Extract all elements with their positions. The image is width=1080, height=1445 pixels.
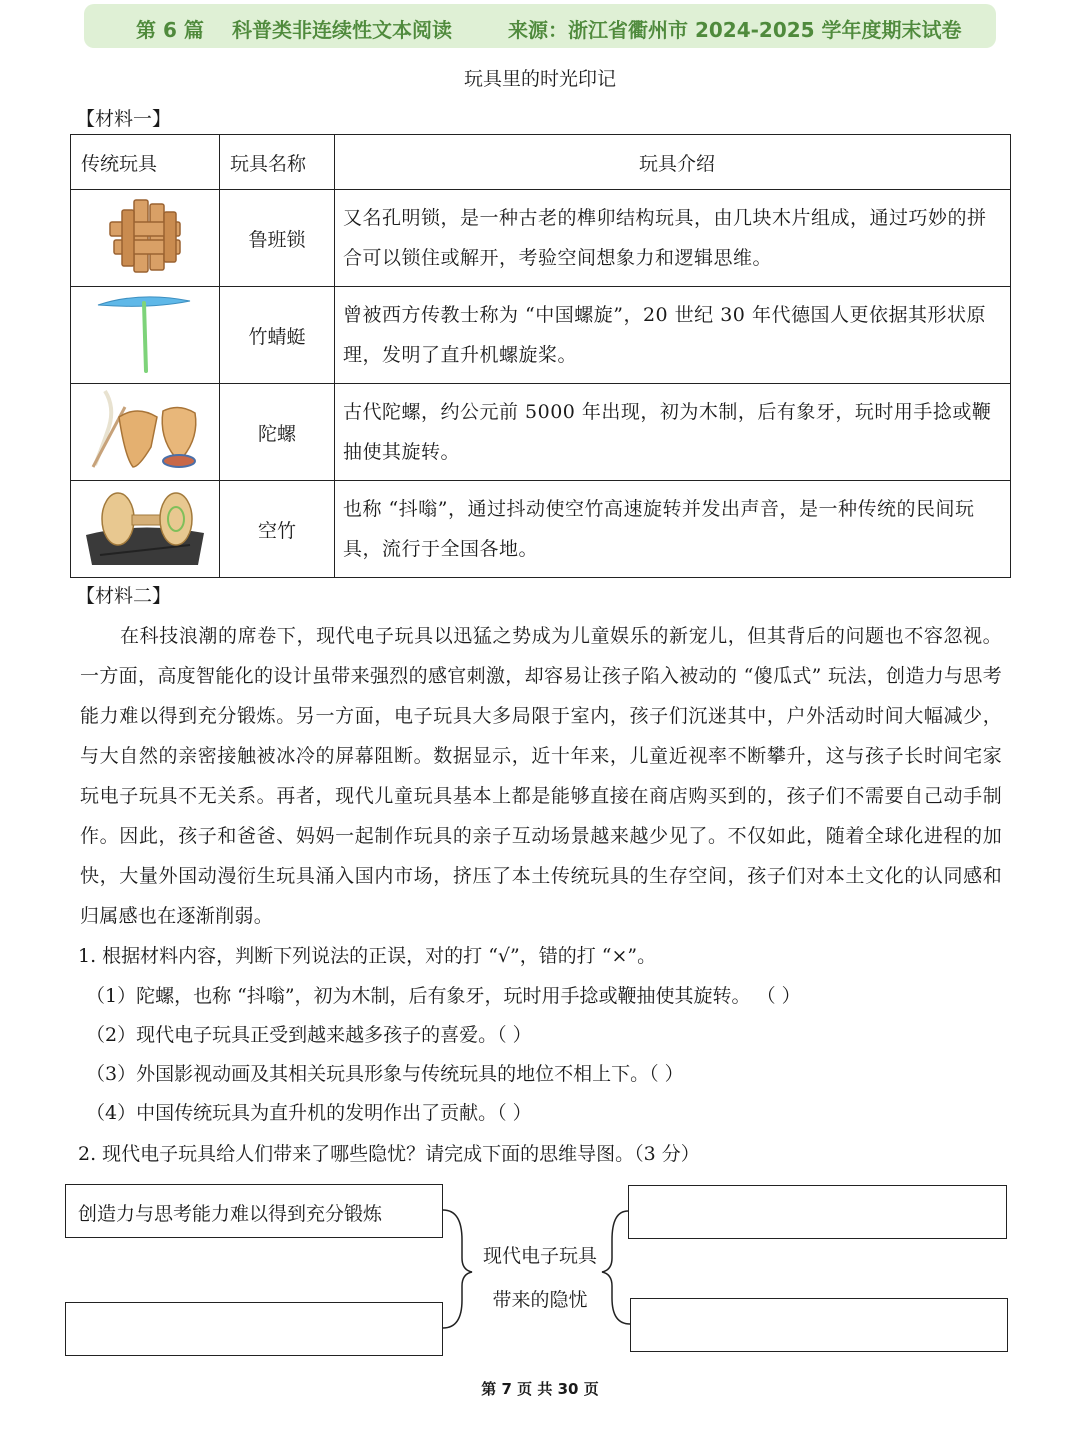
toy-description: 也称 “抖嗡”，通过抖动使空竹高速旋转并发出声音，是一种传统的民间玩具，流行于全国各地。 — [335, 481, 1011, 578]
col-header-toy: 传统玩具 — [71, 135, 220, 190]
col-header-intro: 玩具介绍 — [335, 135, 1011, 190]
toy-name: 空竹 — [220, 481, 335, 578]
question-1-item: （4）中国传统玩具为直升机的发明作出了贡献。（ ） — [86, 1102, 532, 1124]
article-genre: 科普类非连续性文本阅读 — [232, 18, 452, 42]
question-2: 2. 现代电子玩具给人们带来了哪些隐忧？请完成下面的思维导图。（3 分） — [78, 1143, 700, 1165]
mindmap-filled-text: 创造力与思考能力难以得到充分锻炼 — [78, 1203, 383, 1225]
toy-name: 鲁班锁 — [220, 190, 335, 287]
toy-description: 曾被西方传教士称为 “中国螺旋”，20 世纪 30 年代德国人更依据其形状原理，发明了直升机螺旋桨。 — [335, 287, 1011, 384]
material1-label: 【材料一】 — [76, 108, 172, 130]
col-header-name: 玩具名称 — [220, 135, 335, 190]
question-1-item: （1）陀螺，也称 “抖嗡”，初为木制，后有象牙，玩时用手捻或鞭抽使其旋转。 （ ） — [86, 985, 801, 1007]
page-title: 玩具里的时光印记 — [463, 68, 616, 90]
question-1: 1. 根据材料内容，判断下列说法的正误，对的打 “√”，错的打 “×”。 — [78, 945, 657, 967]
toy-description: 又名孔明锁，是一种古老的榫卯结构玩具，由几块木片组成，通过巧妙的拼合可以锁住或解开，考验空间想象力和逻辑思维。 — [335, 190, 1011, 287]
article-number: 第 6 篇 — [136, 18, 204, 42]
toy-name: 竹蜻蜓 — [220, 287, 335, 384]
question-1-item: （2）现代电子玩具正受到越来越多孩子的喜爱。（ ） — [86, 1024, 532, 1046]
article-source: 来源：浙江省衢州市 2024-2025 学年度期末试卷 — [508, 18, 962, 42]
mindmap-center-line2: 带来的隐忧 — [492, 1289, 588, 1311]
question-1-item: （3）外国影视动画及其相关玩具形象与传统玩具的地位不相上下。（ ） — [86, 1063, 684, 1085]
mindmap-center-line1: 现代电子玩具 — [482, 1245, 597, 1267]
material2-label: 【材料二】 — [76, 585, 172, 607]
toy-name: 陀螺 — [220, 384, 335, 481]
page-footer: 第 7 页 共 30 页 — [481, 1380, 599, 1398]
material2-paragraph: 在科技浪潮的席卷下，现代电子玩具以迅猛之势成为儿童娱乐的新宠儿，但其背后的问题也不容忽视。一方面，高度智能化的设计虽带来强烈的感官刺激，却容易让孩子陷入被动的 “傻瓜式” 玩法，创造力与思考能力难以得到充分锻炼。另一方面，电子玩具大多局限于室内，孩子们沉迷其中，户外活动时间大幅减少，与大自然的亲密接触被冰冷的屏幕阻断。数据显示，近十年来，儿童近视率不断攀升，这与孩子长时间宅家玩电子玩具不无关系。再者，现代儿童玩具基本上都是能够直接在商店购买到的，孩子们不需要自己动手制作。因此，孩子和爸爸、妈妈一起制作玩具的亲子互动场景越来越少见了。不仅如此，随着全球化进程的加快，大量外国动漫衍生玩具涌入国内市场，挤压了本土传统玩具的生存空间，孩子们对本土文化的认同感和归属感也在逐渐削弱。 — [80, 625, 1002, 927]
toy-description: 古代陀螺，约公元前 5000 年出现，初为木制，后有象牙，玩时用手捻或鞭抽使其旋转。 — [335, 384, 1011, 481]
